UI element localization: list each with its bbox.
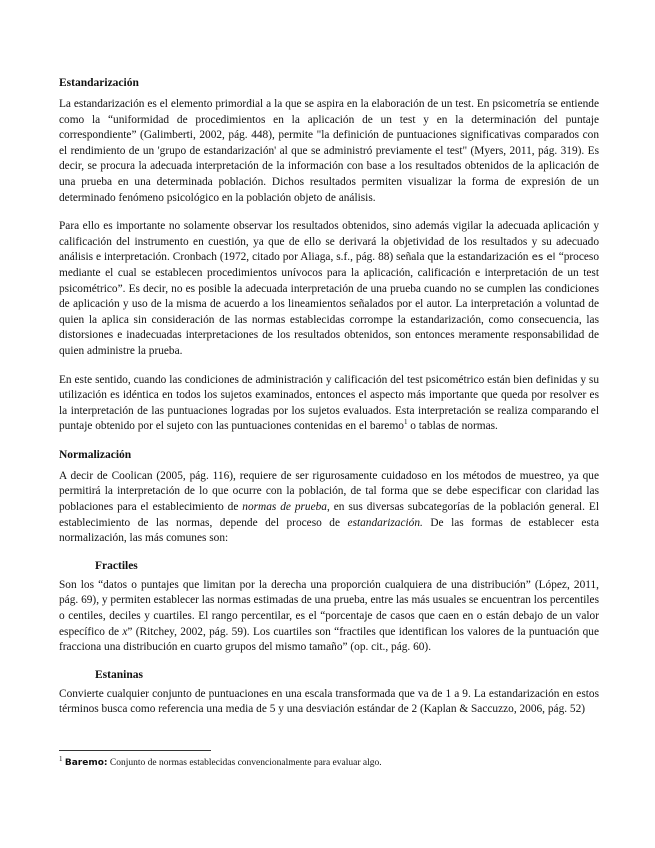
heading-fractiles: Fractiles xyxy=(95,559,138,572)
footnote-number: 1 xyxy=(59,754,63,763)
heading-estaninas: Estaninas xyxy=(95,668,143,681)
paragraph-text-sans: es el xyxy=(528,252,559,264)
paragraph-text: , en sus diversas subcategorías de la población general. El establecimiento de las normas, depende del proceso de xyxy=(59,501,599,529)
footnote-reference[interactable]: 1 xyxy=(403,418,408,427)
paragraph-text: “proceso mediante el cual se establecen procedimientos unívocos para la aplicación, calificación e interpretación de un test psicométrico”. Es decir, no es posible la adecuada interpretación de una prueba cuando no se cumplen las condiciones de aplicación y uso de la misma de acuerdo a los lineamientos señalados por el autor. La interpretación a voluntad de quien la aplica sin consideración de las normas establecidas corrompe la estandarización, como consecuencia, las distorsiones e inadecuadas interpretaciones de los resultados obtenidos, son entonces meramente responsabilidad de quien administre la prueba. xyxy=(59,251,599,357)
paragraph-text: ” (Ritchey, 2002, pág. 59). Los cuartiles son “fractiles que identifican los valores de la puntuación que fracciona una distribución en cuarto grupos del mismo tamaño” (op. cit., pág. 60). xyxy=(59,625,599,654)
heading-estandarizacion: Estandarización xyxy=(59,77,139,89)
emphasis-estandarizacion: estandarización. xyxy=(347,516,423,529)
footnote xyxy=(59,754,599,770)
footnote-term: Baremo: xyxy=(64,758,108,768)
paragraph-text: o tablas de normas. xyxy=(407,420,498,433)
paragraph-estandarizacion-1: La estandarización es el elemento primordial a la que se aspira en la elaboración de un test. En psicometría se entiende como la “uniformidad de procedimientos en la aplicación de un test y en la determinación del puntaje correspondiente” (Galimberti, 2002, pág. 448), permite "la definición de puntuaciones significativas comparados con el rendimiento de un 'grupo de estandarización' al que se administró previamente el test" (Myers, 2011, pág. 319). Es decir, se procura la adecuada interpretación de la información con base a los resultados obtenidos de la aplicación de una prueba en una determinada población. Dichos resultados permiten visualizar la forma de expresión de un determinado fenómeno psicológico en la población objeto de análisis. xyxy=(59,98,599,204)
footnote-divider xyxy=(59,750,211,751)
emphasis-x: x xyxy=(122,625,128,638)
emphasis-normas-de-prueba: normas de prueba xyxy=(242,501,327,514)
heading-normalizacion: Normalización xyxy=(59,448,132,461)
paragraph-normalizacion xyxy=(59,469,599,547)
paragraph-text: A decir de Coolican (2005, pág. 116), requiere de ser rigurosamente cuidadoso en los métodos de muestreo, ya que permitirá la interpretación de lo que ocurre con la población, de tal forma que se debe especificar con claridad las poblaciones para el establecimiento de xyxy=(59,469,599,514)
paragraph-fractiles xyxy=(59,578,599,656)
paragraph-text: De las formas de establecer esta normalización, las más comunes son: xyxy=(59,516,599,545)
paragraph-estaninas: Convierte cualquier conjunto de puntuaciones en una escala transformada que va de 1 a 9. La estandarización en estos términos busca como referencia una media de 5 y una desviación estándar de 2 (Kaplan & Saccuzzo, 2006, pág. 52) xyxy=(59,687,599,716)
paragraph-estandarizacion-2 xyxy=(59,219,599,359)
paragraph-text: En este sentido, cuando las condiciones de administración y calificación del test psicométrico están bien definidas y su utilización es idéntica en todos los sujetos examinados, entonces el aspecto más importante que queda por resolver es la interpretación de las puntuaciones logradas por los sujetos evaluados. Esta interpretación se realiza comparando el puntaje obtenido por el sujeto con las puntuaciones contenidas en el baremo xyxy=(59,373,599,433)
paragraph-text: Para ello es importante no solamente observar los resultados obtenidos, sino además vigilar la adecuada aplicación y calificación del instrumento en cuestión, ya que de ello se derivará la objetividad de los resultados y su adecuado análisis e interpretación. Cronbach (1972, citado por Aliaga, s.f., pág. 88) señala que la estandarización xyxy=(59,220,599,264)
document-body xyxy=(59,76,599,718)
paragraph-text: Son los “datos o puntajes que limitan por la derecha una proporción cualquiera de una distribución” (López, 2011, pág. 69), y permiten establecer las normas estimadas de una prueba, entre las más usuales se encuentran los percentiles o centiles, deciles y cuartiles. El rango percentilar, es el “porcentaje de casos que caen en o están debajo de un valor específico de xyxy=(59,578,599,638)
footnote-text: Conjunto de normas establecidas convencionalmente para evaluar algo. xyxy=(107,758,382,768)
paragraph-estandarizacion-3 xyxy=(59,373,599,435)
